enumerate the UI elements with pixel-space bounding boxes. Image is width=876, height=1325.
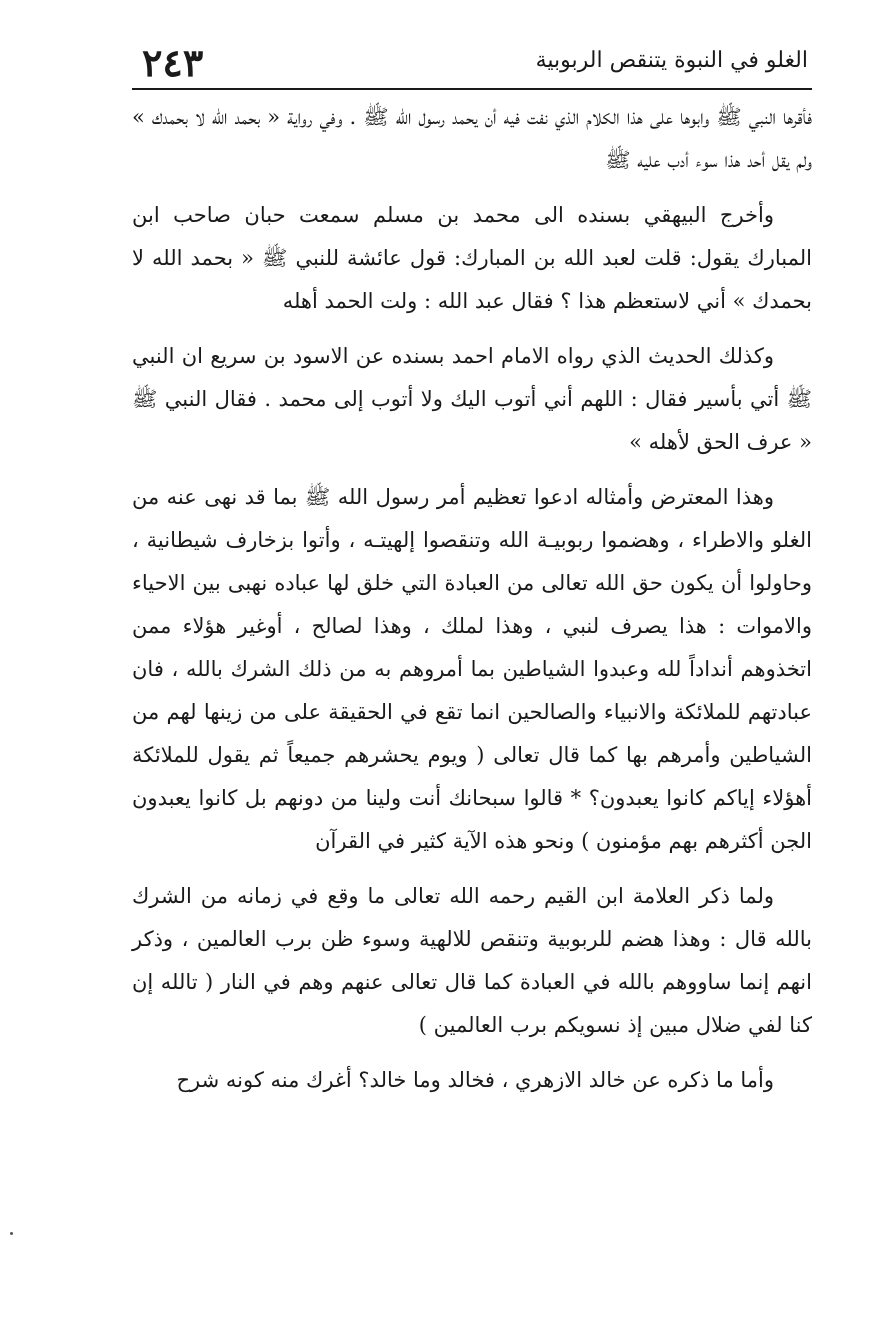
paragraph-3: وكذلك الحديث الذي رواه الامام احمد بسنده عن الاسود بن سريع ان النبي ﷺ أتي بأسير فقال : اللهم أني أتوب اليك ولا أتوب إلى محمد . فقال النبي ﷺ « عرف الحق لأهله » [132, 344, 812, 454]
page-header [132, 38, 812, 88]
paragraph-4: وهذا المعترض وأمثاله ادعوا تعظيم أمر رسول الله ﷺ بما قد نهى عنه من الغلو والاطراء ، وهضموا ربوبيـة الله وتنقصوا إلهيتـه ، وأتوا بزخارف شيطانية ، وحاولوا أن يكون حق الله تعالى من العبادة التي خلق لها عباده نهبى بين الاحياء والاموات : هذا يصرف لنبي ، وهذا لملك ، وهذا لصالح ، أوغير هؤلاء ممن اتخذوهم أنداداً لله وعبدوا الشياطين بما أمروهم به من ذلك الشرك بالله ، فان عبادتهم للملائكة والانبياء والصالحين انما تقع في الحقيقة على من زينها لهم من الشياطين وأمرهم بها كما قال تعالى ( ويوم يحشرهم جميعاً ثم يقول للملائكة أهؤلاء إياكم كانوا يعبدون؟ * قالوا سبحانك أنت ولينا من دونهم بل كانوا يعبدون الجن أكثرهم بهم مؤمنون ) ونحو هذه الآية كثير في القرآن [132, 485, 812, 853]
paragraph-6: وأما ما ذكره عن خالد الازهري ، فخالد وما خالد؟ أغرك منه كونه شرح [176, 1068, 774, 1092]
header-rule [132, 88, 812, 90]
body-text [132, 96, 812, 1114]
page-speck [10, 1232, 13, 1235]
page-number: ٢٤٣ [142, 40, 204, 85]
paragraph-2: وأخرج البيهقي بسنده الى محمد بن مسلم سمعت حبان صاحب ابن المبارك يقول: قلت لعبد الله بن المبارك: قول عائشة للنبي ﷺ « بحمد الله لا بحمدك » أني لاستعظم هذا ؟ فقال عبد الله : ولت الحمد أهله [132, 203, 812, 313]
paragraph-5: ولما ذكر العلامة ابن القيم رحمه الله تعالى ما وقع في زمانه من الشرك بالله قال : وهذا هضم للربوبية وتنقص للالهية وسوء ظن برب العالمين ، وذكر انهم إنما ساووهم بالله في العبادة كما قال تعالى عنهم وهم في النار ( تالله إن كنا لفي ضلال مبين إذ نسويكم برب العالمين ) [132, 884, 813, 1037]
paragraph-1: فأقرها النبي ﷺ وابوها على هذا الكلام الذي نفت فيه أن يحمد رسول الله ﷺ . وفي رواية « بحمد الله لا بحمدك » ولم يقل أحد هذا سوء أدب عليه ﷺ [132, 105, 812, 172]
running-title: الغلو في النبوة يتنقص الربوبية [535, 48, 808, 73]
